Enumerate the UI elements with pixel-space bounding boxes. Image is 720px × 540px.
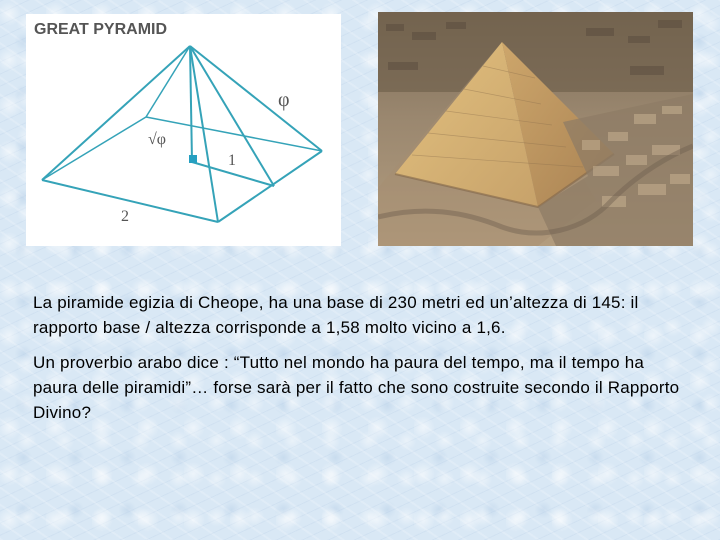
front-edge xyxy=(190,46,218,222)
two-label: 2 xyxy=(121,208,129,225)
height-line xyxy=(190,46,192,162)
pyramid-photo-image xyxy=(378,12,693,246)
cheope-paragraph: La piramide egizia di Cheope, ha una base di 230 metri ed un’altezza di 145: il rapporto base / altezza corrisponde a 1,58 molto vicino a 1,6. xyxy=(33,293,639,337)
right-angle-marker xyxy=(189,155,197,163)
diagram-title: GREAT PYRAMID xyxy=(34,21,168,38)
one-label: 1 xyxy=(228,152,236,169)
pyramid-geometry-diagram xyxy=(26,14,341,246)
back-edge xyxy=(146,46,190,117)
pyramid-description xyxy=(33,290,693,435)
right-edge xyxy=(190,46,322,151)
pyramid-photo xyxy=(378,12,693,246)
base-back-left xyxy=(42,117,146,180)
left-front-edge xyxy=(42,46,190,180)
base-back-right xyxy=(146,117,322,151)
sqrt-phi-label: √φ xyxy=(148,131,167,148)
arab-proverb-paragraph: Un proverbio arabo dice : “Tutto nel mondo ha paura del tempo, ma il tempo ha paura delle piramidi”… forse sarà per il fatto che sono costruite secondo il Rapporto Divino? xyxy=(33,353,680,422)
great-pyramid-diagram xyxy=(26,14,341,246)
base-front-left xyxy=(42,180,218,222)
phi-label: φ xyxy=(278,89,290,111)
